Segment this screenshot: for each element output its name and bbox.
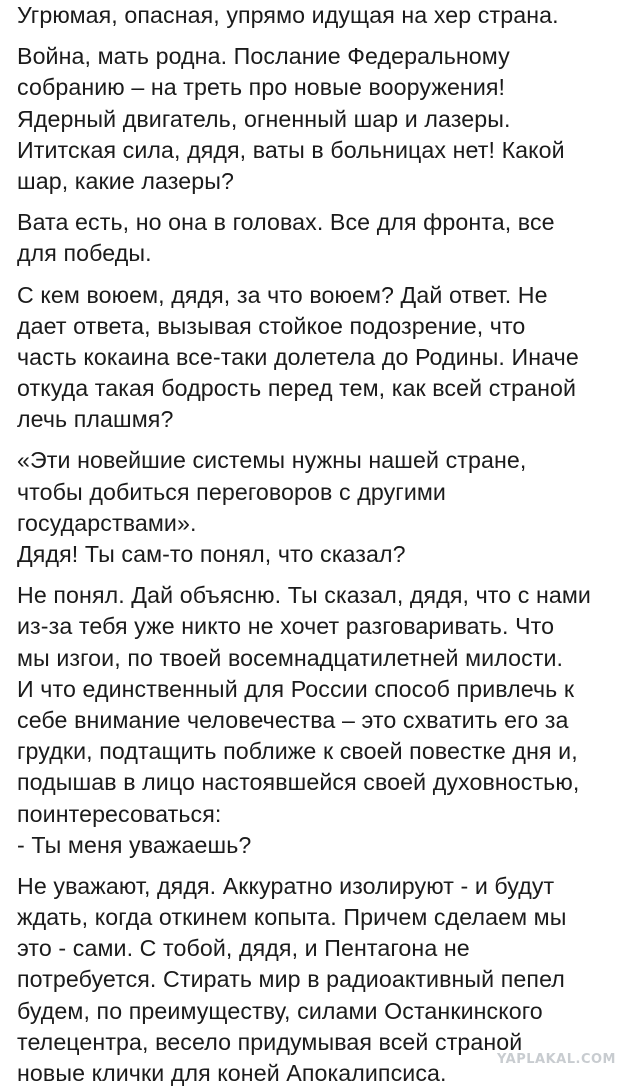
text-line: С кем воюем, дядя, за что воюем? Дай ответ. Не xyxy=(17,281,548,308)
text-line: Ититская сила, дядя, ваты в больницах нет! Какой xyxy=(17,136,565,163)
paragraph xyxy=(17,445,637,570)
text-line: - Ты меня уважаешь? xyxy=(17,831,252,858)
text-line: шар, какие лазеры? xyxy=(17,167,234,194)
text-line: поинтересоваться: xyxy=(17,800,222,827)
paragraph-gap xyxy=(17,570,637,580)
document-body xyxy=(17,0,637,1089)
text-line: чтобы добиться переговоров с другими xyxy=(17,478,446,505)
site-watermark: YAPLAKAL.COM xyxy=(497,1052,616,1067)
paragraph-gap xyxy=(17,435,637,445)
text-line: часть кокаина все-таки долетела до Родины. Иначе xyxy=(17,343,579,370)
paragraph xyxy=(17,207,637,269)
paragraph xyxy=(17,280,637,436)
paragraph-gap xyxy=(17,861,637,871)
text-line: «Эти новейшие системы нужны нашей стране, xyxy=(17,447,527,474)
text-line: Ядерный двигатель, огненный шар и лазеры. xyxy=(17,105,511,132)
paragraph-gap xyxy=(17,197,637,207)
text-line: себе внимание человечества – это схватить его за xyxy=(17,706,569,733)
text-line: Угрюмая, опасная, упрямо идущая на хер страна. xyxy=(17,2,559,28)
text-line: грудки, подтащить поближе к своей повестке дня и, xyxy=(17,738,578,765)
text-line: государствами». xyxy=(17,509,197,536)
text-line: это - сами. С тобой, дядя, и Пентагона не xyxy=(17,935,470,962)
text-line: для победы. xyxy=(17,240,152,267)
text-line: И что единственный для России способ привлечь к xyxy=(17,675,575,702)
paragraph xyxy=(17,580,637,861)
text-line: подышав в лицо настоявшейся своей духовностью, xyxy=(17,769,580,796)
text-line: откуда такая бодрость перед тем, как всей страной xyxy=(17,375,577,402)
text-line: будем, по преимуществу, силами Останкинского xyxy=(17,997,543,1024)
text-line: собранию – на треть про новые вооружения! xyxy=(17,74,506,101)
text-line: новые клички для коней Апокалипсиса. xyxy=(17,1060,447,1086)
paragraph xyxy=(17,0,637,31)
text-line: Война, мать родна. Послание Федеральному xyxy=(17,43,510,70)
text-line: Дядя! Ты сам-то понял, что сказал? xyxy=(17,541,406,567)
text-line: потребуется. Стирать мир в радиоактивный пепел xyxy=(17,966,565,993)
text-line: телецентра, весело придумывая всей страной xyxy=(17,1028,523,1055)
text-line: мы изгои, по твоей восемнадцатилетней милости. xyxy=(17,644,564,671)
text-line: дает ответа, вызывая стойкое подозрение, что xyxy=(17,312,526,339)
text-line: Вата есть, но она в головах. Все для фронта, все xyxy=(17,209,555,236)
paragraph-gap xyxy=(17,31,637,41)
text-line: Не понял. Дай объясню. Ты сказал, дядя, что с нами xyxy=(17,582,591,609)
text-line: из-за тебя уже никто не хочет разговаривать. Что xyxy=(17,613,555,640)
text-line: Не уважают, дядя. Аккуратно изолируют - и будут xyxy=(17,872,555,899)
text-line: лечь плашмя? xyxy=(17,406,174,433)
text-line: ждать, когда откинем копыта. Причем сделаем мы xyxy=(17,904,567,931)
paragraph-gap xyxy=(17,270,637,280)
paragraph xyxy=(17,41,637,197)
